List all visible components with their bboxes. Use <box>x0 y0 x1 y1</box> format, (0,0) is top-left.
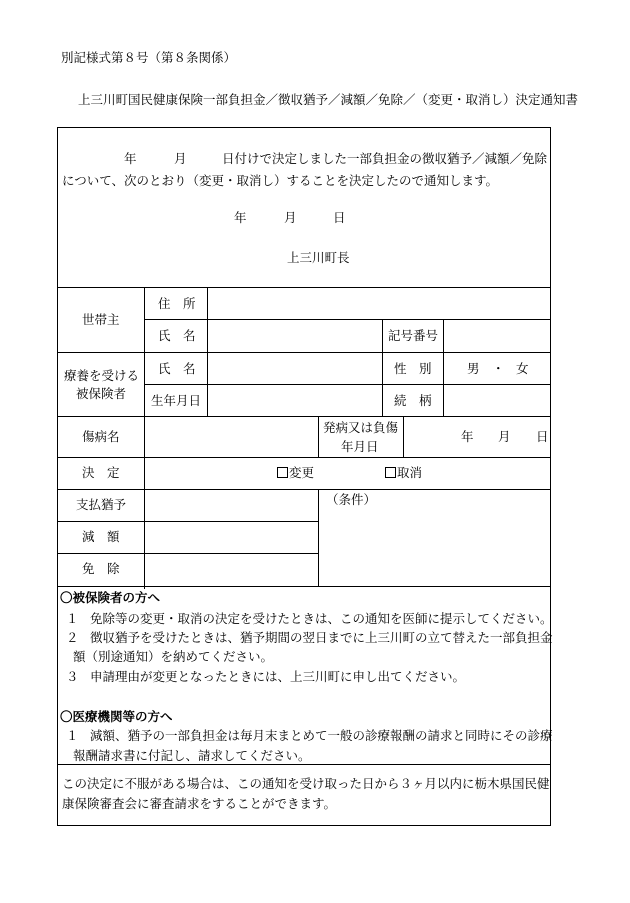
onset-label-line1: 発病又は負傷 <box>323 420 399 435</box>
divider <box>57 287 551 288</box>
exemption-label: 免 除 <box>82 561 120 576</box>
householder-label: 世帯主 <box>82 312 120 327</box>
divider <box>318 416 319 457</box>
gender-female: 女 <box>516 361 529 376</box>
relation-label: 続 柄 <box>394 393 432 408</box>
cancel-label: 取消 <box>397 465 423 480</box>
appeal-line2: 康保険審査会に審査請求をすることができます。 <box>62 796 337 811</box>
issuer: 上三川町長 <box>287 250 350 265</box>
cancel-checkbox[interactable] <box>385 467 396 478</box>
change-label: 変更 <box>289 465 315 480</box>
insured-item3: 申請理由が変更となったときには、上三川町に申し出てください。 <box>90 669 466 684</box>
document-title: 上三川町国民健康保険一部負担金／徴収猶予／減額／免除／（変更・取消し）決定通知書 <box>78 92 579 107</box>
insured-label-line1: 療養を受ける <box>64 368 140 383</box>
onset-month: 月 <box>498 429 511 444</box>
divider <box>57 764 551 765</box>
change-checkbox[interactable] <box>277 467 288 478</box>
divider <box>144 287 145 589</box>
insured-item1: 免除等の変更・取消の決定を受けたときは、この通知を医師に提示してください。 <box>90 611 553 626</box>
divider <box>57 521 318 522</box>
divider <box>57 489 551 490</box>
divider <box>57 416 551 417</box>
appeal-line1: この決定に不服がある場合は、この通知を受け取った日から３ヶ月以内に栃木県国民健 <box>62 776 550 791</box>
onset-year: 年 <box>461 429 474 444</box>
disease-label: 傷病名 <box>82 429 120 444</box>
cancel-option[interactable] <box>385 465 422 481</box>
divider <box>57 352 551 353</box>
gender-separator: ・ <box>492 361 505 376</box>
divider <box>144 319 551 320</box>
notice-month: 月 <box>174 151 187 166</box>
onset-day: 日 <box>536 429 549 444</box>
insured-item3-number: ３ <box>66 669 79 684</box>
medical-item1-number: １ <box>66 728 79 743</box>
divider <box>403 416 404 457</box>
divider <box>443 319 444 416</box>
onset-label-line2: 年月日 <box>341 439 379 454</box>
insured-item1-number: １ <box>66 611 79 626</box>
notice-line2: について、次のとおり（変更・取消し）することを決定したので通知します。 <box>62 173 499 188</box>
date-year: 年 <box>234 210 247 225</box>
symbol-number-label: 記号番号 <box>388 328 439 343</box>
payment-deferral-label: 支払猶予 <box>76 497 127 512</box>
notice-year: 年 <box>124 151 137 166</box>
name-label: 氏 名 <box>158 328 196 343</box>
address-label: 住 所 <box>158 296 196 311</box>
notice-line1: 日付けで決定しました一部負担金の徴収猶予／減額／免除 <box>222 151 548 166</box>
divider <box>382 319 383 416</box>
insured-item2-number: ２ <box>66 630 79 645</box>
insured-section-heading: 〇被保険者の方へ <box>60 590 161 605</box>
divider <box>57 553 318 554</box>
medical-section-heading: 〇医療機関等の方へ <box>60 709 173 724</box>
insured-name-label: 氏 名 <box>158 361 196 376</box>
insured-label-line2: 被保険者 <box>76 386 127 401</box>
change-option[interactable] <box>277 465 314 481</box>
gender-male: 男 <box>467 361 480 376</box>
divider <box>57 586 551 587</box>
divider <box>318 489 319 586</box>
date-month: 月 <box>284 210 297 225</box>
divider <box>207 287 208 416</box>
decision-label: 決 定 <box>82 465 120 480</box>
reduction-label: 減 額 <box>82 529 120 544</box>
divider <box>57 457 551 458</box>
conditions-label: （条件） <box>326 492 377 507</box>
insured-item2-line1: 徴収猶予を受けたときは、猶予期間の翌日までに上三川町の立て替えた一部負担金 <box>90 630 553 645</box>
gender-label: 性 別 <box>394 361 432 376</box>
birthdate-label: 生年月日 <box>151 393 202 408</box>
medical-item1-line1: 減額、猶予の一部負担金は毎月末まとめて一般の診療報酬の請求と同時にその診療 <box>90 728 553 743</box>
date-day: 日 <box>333 210 346 225</box>
divider <box>144 384 551 385</box>
form-number: 別記様式第８号（第８条関係） <box>61 50 237 65</box>
medical-item1-line2: 報酬請求書に付記し、請求してください。 <box>73 748 311 763</box>
insured-item2-line2: 額（別途通知）を納めてください。 <box>73 649 274 664</box>
